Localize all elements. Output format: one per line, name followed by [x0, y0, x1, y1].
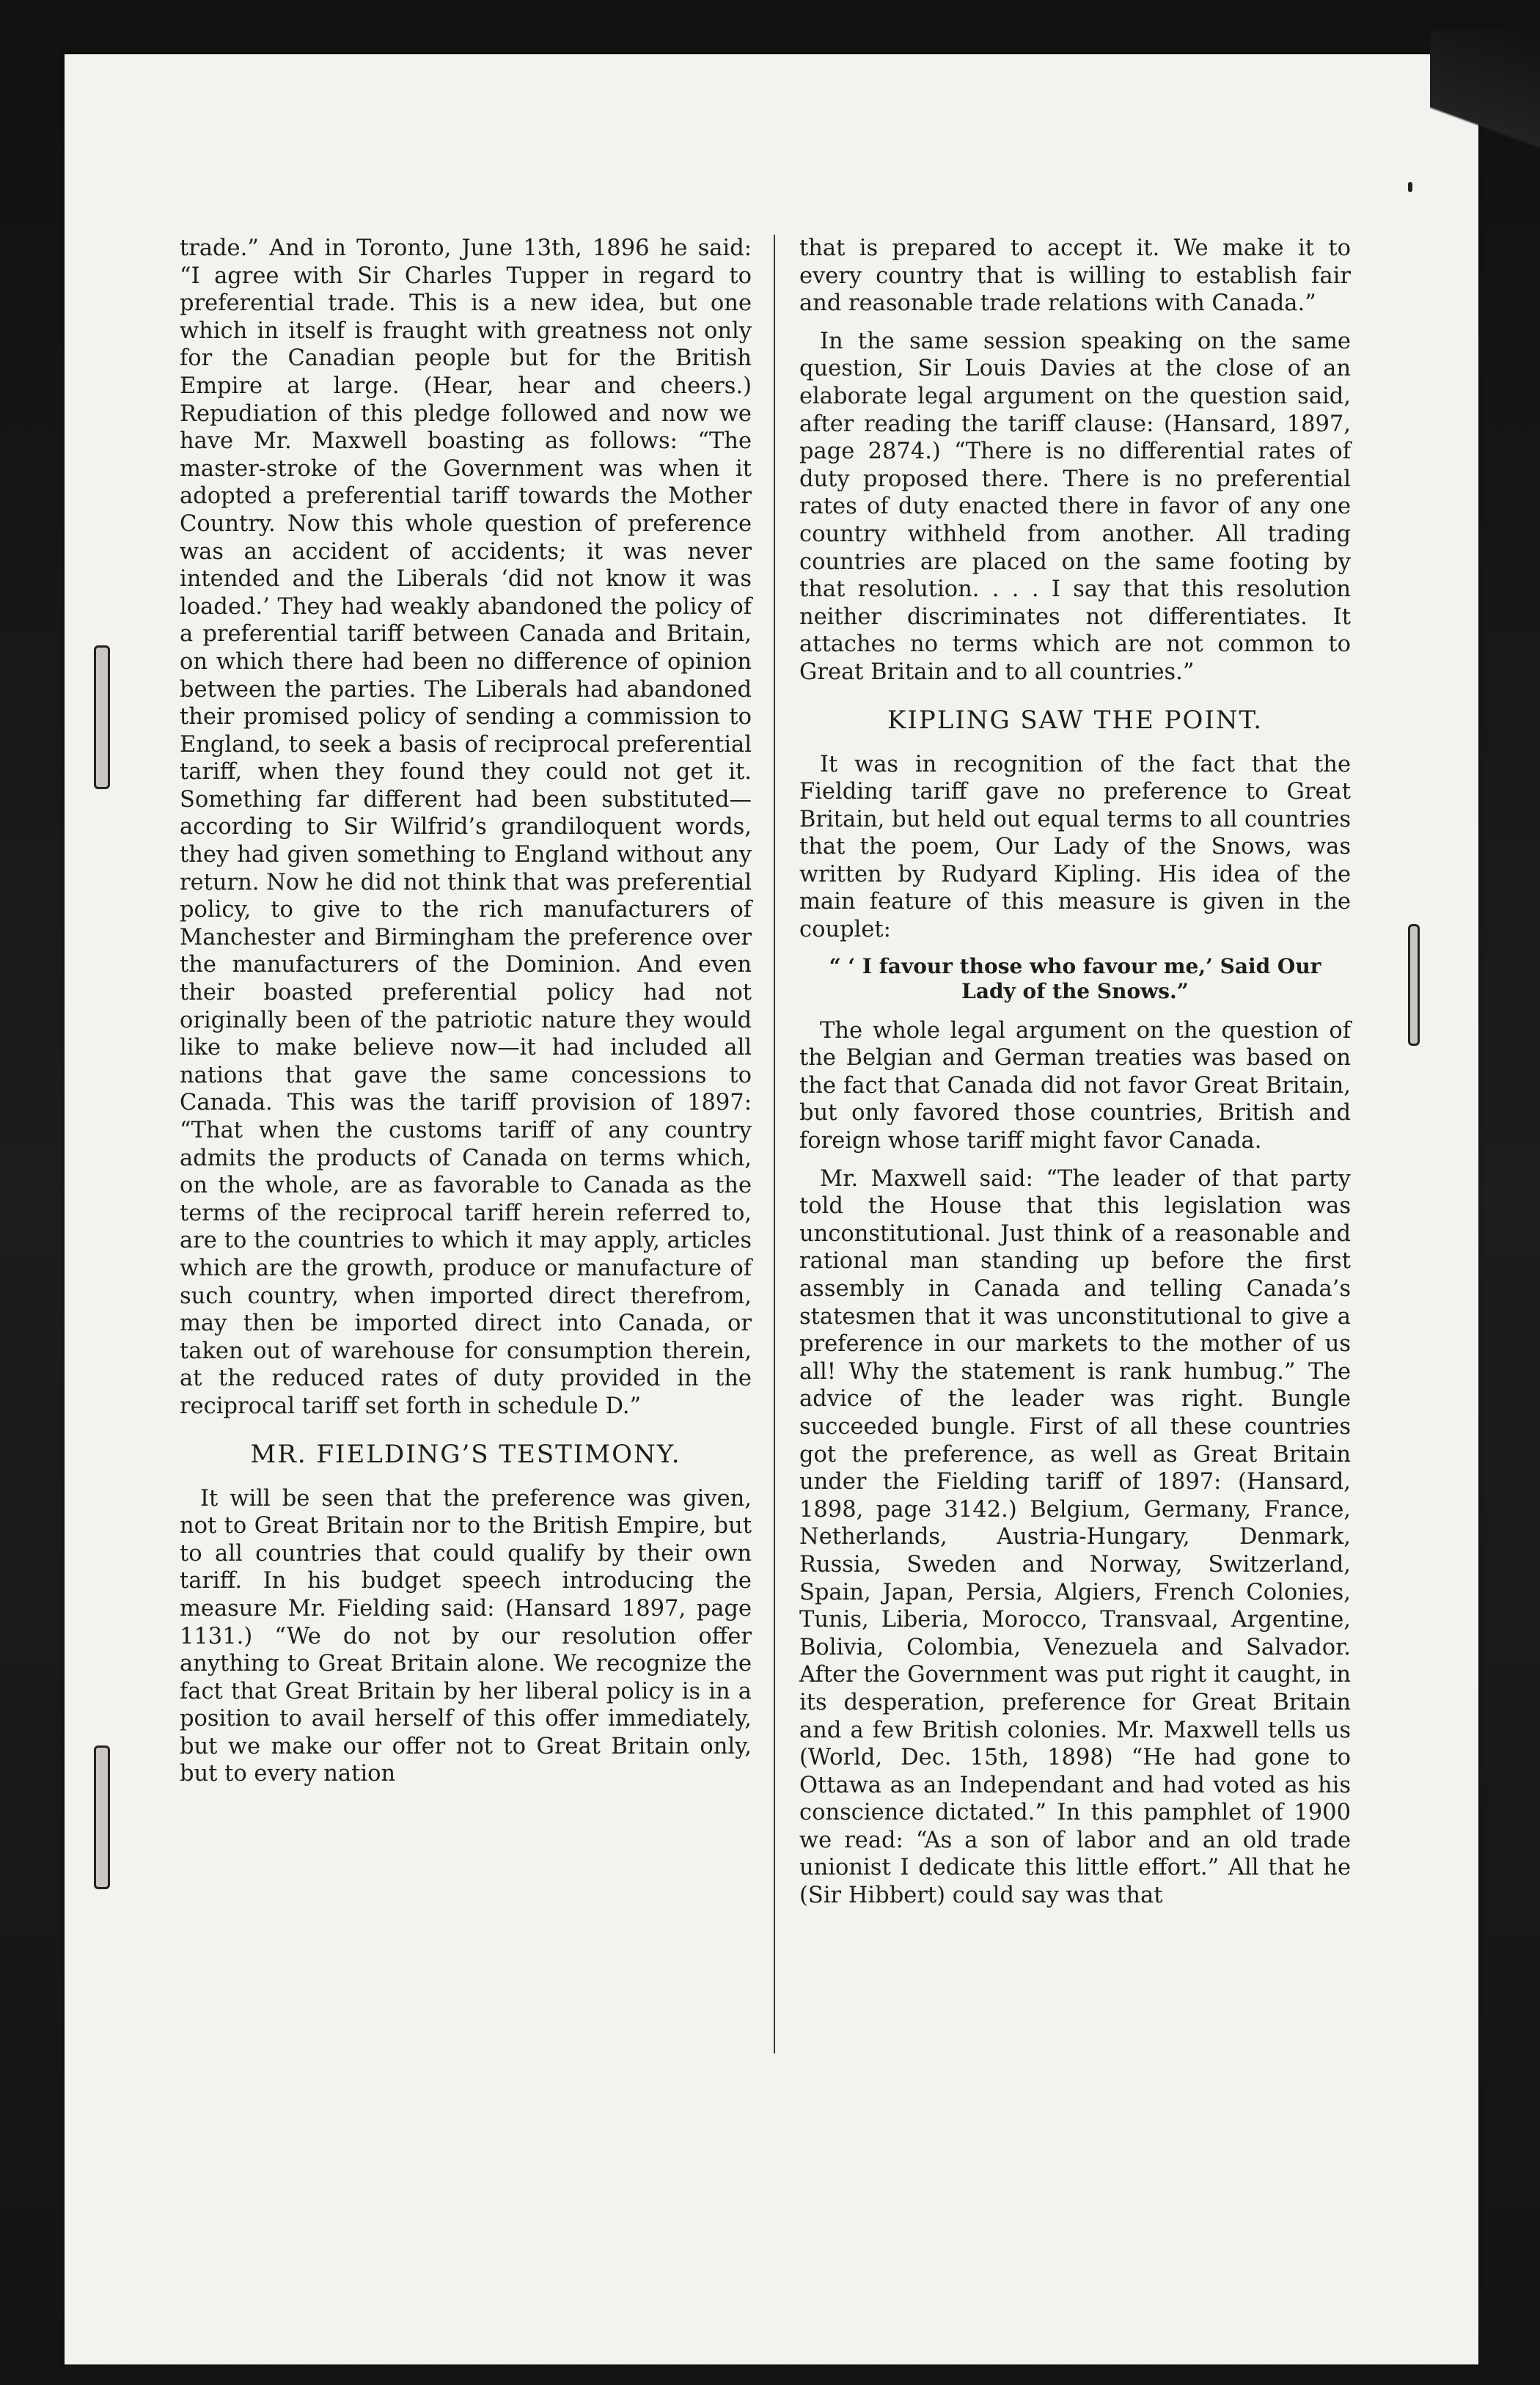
page-mark [1408, 182, 1412, 192]
verse-couplet: “ ‘ I favour those who favour me,’ Said Our Lady of the Snows.” [829, 953, 1321, 1003]
paragraph: Mr. Maxwell said: “The leader of that party told the House that this legislation was unconstitutional. Just think of a reasonable and rational man standing up before the first assembly in Canada and telling Canada’s statesmen that it was unconstitutional to give a preference in our markets to the mother of us all! Why the statement is rank humbug.” The advice of the leader was right. Bungle succeeded bungle. First of all these countries got the preference, as well as Great Britain under the Fielding tariff of 1897: (Hansard, 1898, page 3142.) Belgium, Germany, France, Netherlands, Austria-Hungary, Denmark, Russia, Sweden and Norway, Switzerland, Spain, Japan, Persia, Algiers, French Colonies, Tunis, Liberia, Morocco, Transvaal, Argentine, Bolivia, Colombia, Venezuela and Salvador. After the Government was put right it caught, in its desperation, preference for Great Britain and a few British colonies. Mr. Maxwell tells us (World, Dec. 15th, 1898) “He had gone to Ottawa as an Independant and had voted as his conscience dictated.” In this pamphlet of 1900 we read: “As a son of labor and an old trade unionist I dedicate this little effort.” All that he (Sir Hibbert) could say was that [799, 1165, 1351, 1909]
right-column [799, 235, 1351, 1920]
binding-clip-mark [1408, 924, 1420, 1046]
column-divider [774, 235, 775, 2054]
binding-clip-mark [94, 1745, 110, 1889]
left-column [180, 235, 752, 1798]
paragraph: In the same session speaking on the same question, Sir Louis Davies at the close of an elaborate legal argument on the question said, after reading the tariff clause: (Hansard, 1897, page 2874.) “There is no differential rates of duty proposed there. There is no preferential rates of duty enacted there in favor of any one country withheld from another. All trading countries are placed on the same footing by that resolution. . . . I say that this resolution neither discriminates not differentiates. It attaches no terms which are not common to Great Britain and to all countries.” [799, 328, 1351, 685]
section-heading: MR. FIELDING’S TESTIMONY. [250, 1439, 681, 1469]
section-heading: KIPLING SAW THE POINT. [887, 705, 1264, 735]
page-fold-shadow [1430, 29, 1540, 249]
paragraph: The whole legal argument on the question of the Belgian and German treaties was based on the fact that Canada did not favor Great Britain, but only favored those countries, British and foreign whose tariff might favor Canada. [799, 1017, 1351, 1154]
paragraph: It was in recognition of the fact that the Fielding tariff gave no preference to Great Britain, but held out equal terms to all countries that the poem, Our Lady of the Snows, was written by Rudyard Kipling. His idea of the main feature of this measure is given in the couplet: [799, 751, 1351, 943]
paragraph: that is prepared to accept it. We make it to every country that is willing to establish fair and reasonable trade relations with Canada.” [799, 235, 1351, 317]
paragraph: trade.” And in Toronto, June 13th, 1896 he said: “I agree with Sir Charles Tupper in regard to preferential trade. This is a new idea, but one which in itself is fraught with greatness not only for the Canadian people but for the British Empire at large. (Hear, hear and cheers.) Repudiation of this pledge followed and now we have Mr. Maxwell boasting as follows: “The master-stroke of the Government was when it adopted a preferential tariff towards the Mother Country. Now this whole question of preference was an accident of accidents; it was never intended and the Liberals ‘did not know it was loaded.’ They had weakly abandoned the policy of a preferential tariff between Canada and Britain, on which there had been no difference of opinion between the parties. The Liberals had abandoned their promised policy of sending a commission to England, to seek a basis of reciprocal preferential tariff, when they found they could not get it. Something far different had been substituted—according to Sir Wilfrid’s grandiloquent words, they had given something to England without any return. Now he did not think that was preferential policy, to give to the rich manufacturers of Manchester and Birmingham the preference over the manufacturers of the Dominion. And even their boasted preferential policy had not originally been of the patriotic nature they would like to make believe now—it had included all nations that gave the same concessions to Canada. This was the tariff provision of 1897: “That when the customs tariff of any country admits the products of Canada on terms which, on the whole, are as favorable to Canada as the terms of the reciprocal tariff herein referred to, are to the countries to which it may apply, articles which are the growth, produce or manufacture of such country, when imported direct therefrom, may then be imported direct into Canada, or taken out of warehouse for consumption therein, at the reduced rates of duty provided in the reciprocal tariff set forth in schedule D.” [180, 235, 752, 1419]
paragraph: It will be seen that the preference was given, not to Great Britain nor to the British Empire, but to all countries that could qualify by their own tariff. In his budget speech introducing the measure Mr. Fielding said: (Hansard 1897, page 1131.) “We do not by our resolution offer anything to Great Britain alone. We recognize the fact that Great Britain by her liberal policy is in a position to avail herself of this offer immediately, but we make our offer not to Great Britain only, but to every nation [180, 1485, 752, 1787]
binding-clip-mark [94, 645, 110, 789]
